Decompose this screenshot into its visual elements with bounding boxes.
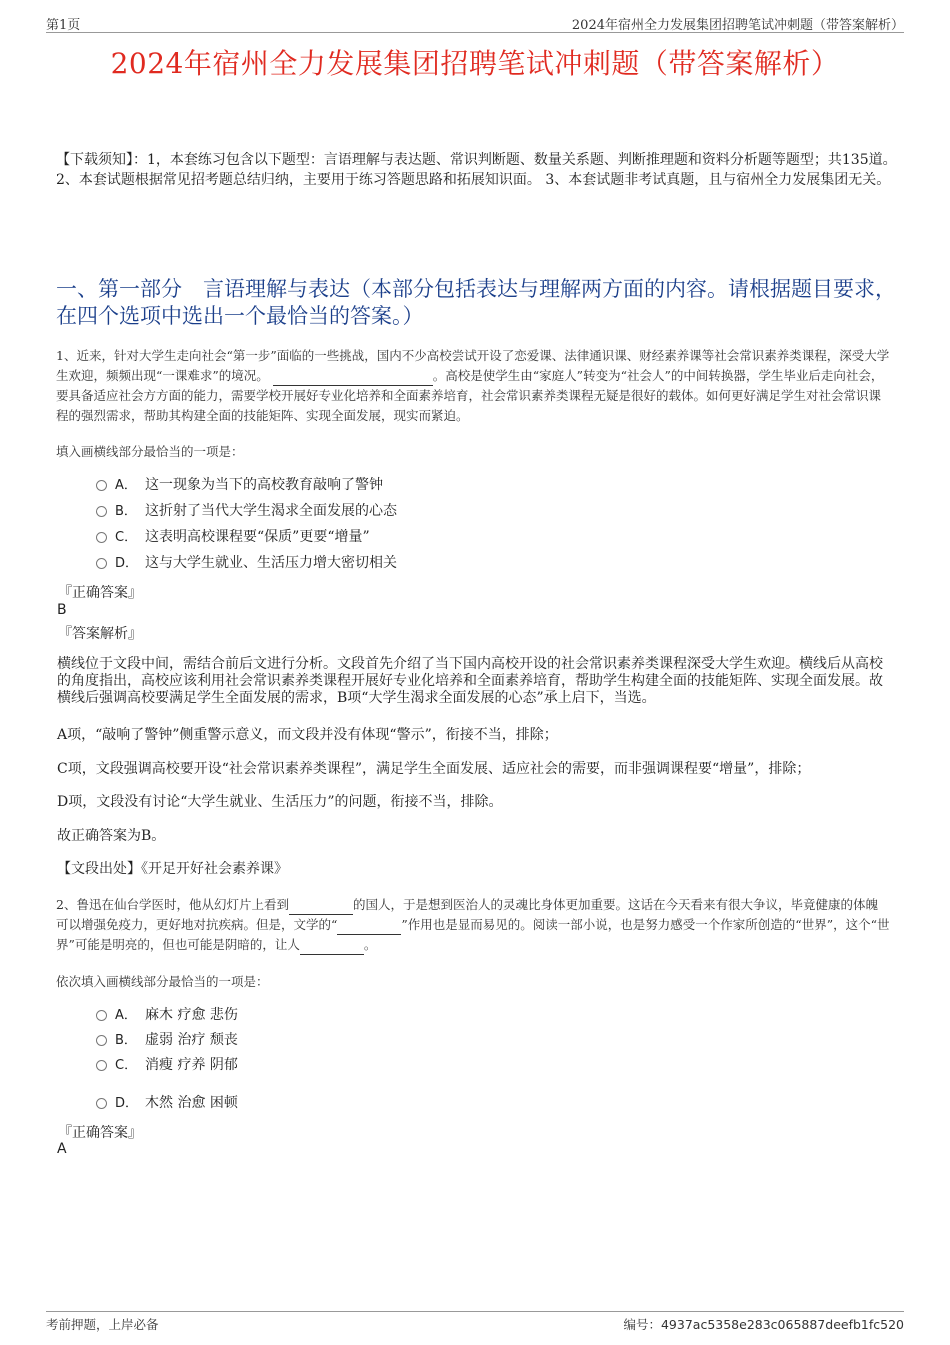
- radio-icon[interactable]: [96, 532, 107, 543]
- question-1-stem: [56, 346, 890, 426]
- question-1-stem-part-b: 。高校是使学生由“家庭人”转变为“社会人”的中间转换器，学生毕业后走向社会，要具备适应社会方方面的能力，需要学校开展好专业化培养和全面素养培育，社会常识素养类课程无疑是很好的载体。如何更好满足学生对社会常识课程的强烈需求，帮助其构建全面的技能矩阵、实现全面发展，现实而紧迫。: [56, 368, 884, 423]
- fill-blank: [289, 900, 353, 915]
- radio-icon[interactable]: [96, 1010, 107, 1021]
- question-2-answer-label: 『正确答案』: [58, 1125, 142, 1141]
- question-1-answer-label: 『正确答案』: [58, 585, 142, 601]
- question-1-analysis-d: D项，文段没有讨论“大学生就业、生活压力”的问题，衔接不当，排除。: [57, 794, 503, 810]
- question-2-option-d[interactable]: D． 木然 治愈 困顿: [96, 1092, 238, 1114]
- question-2-option-a[interactable]: A． 麻木 疗愈 悲伤: [96, 1004, 238, 1026]
- page-footer: [46, 1311, 904, 1332]
- question-1-analysis-main: 横线位于文段中间，需结合前后文进行分析。文段首先介绍了当下国内高校开设的社会常识素养类课程深受大学生欢迎。横线后从高校的角度指出，高校应该利用社会常识素养类课程开展好专业化培养和全面素养培育，帮助学生构建全面的技能矩阵、实现全面发展。故横线后强调高校要满足学生全面发展的需求，B项“大学生渴求全面发展的心态”承上启下，当选。: [57, 656, 883, 706]
- radio-icon[interactable]: [96, 1035, 107, 1046]
- question-1-option-a[interactable]: A． 这一现象为当下的高校教育敲响了警钟: [96, 474, 383, 496]
- question-1-analysis-label: 『答案解析』: [58, 626, 142, 642]
- question-1-analysis-a: A项，“敲响了警钟”侧重警示意义，而文段并没有体现“警示”，衔接不当，排除；: [57, 727, 558, 743]
- question-1-answer: B: [57, 602, 67, 618]
- question-1-source: 【文段出处】《开足开好社会素养课》: [57, 861, 288, 877]
- header-doc-title: 2024年宿州全力发展集团招聘笔试冲刺题（带答案解析）: [571, 18, 904, 33]
- radio-icon[interactable]: [96, 1060, 107, 1071]
- question-1-prompt: 填入画横线部分最恰当的一项是：: [56, 444, 244, 459]
- question-2-option-b[interactable]: B． 虚弱 治疗 颓丧: [96, 1029, 238, 1051]
- question-1-option-b[interactable]: B． 这折射了当代大学生渴求全面发展的心态: [96, 500, 397, 522]
- question-2-stem: 2、鲁迅在仙台学医时，他从幻灯片上看到 的国人，于是想到医治人的灵魂比身体更加重要。这话在今天看来有很大争议，毕竟健康的体魄可以增强免疫力，更好地对抗疾病。但是，文学的“ ”作用也是显而易见的。阅读一部小说，也是努力感受一个作家所创造的“世界”，这个“世界”可能是明亮的，但也可能是阴暗的，让人 。: [56, 895, 890, 955]
- page-number: 第1页: [46, 18, 81, 33]
- radio-icon[interactable]: [96, 1098, 107, 1109]
- download-notice: 【下载须知】：1，本套练习包含以下题型：言语理解与表达题、常识判断题、数量关系题、判断推理题和资料分析题等题型；共135道。 2、本套试题根据常见招考题总结归纳，主要用于练习答题思路和拓展知识面。 3、本套试题非考试真题，且与宿州全力发展集团无关。: [56, 152, 897, 188]
- question-1-option-d[interactable]: D． 这与大学生就业、生活压力增大密切相关: [96, 552, 397, 574]
- radio-icon[interactable]: [96, 558, 107, 569]
- page-header: [46, 14, 904, 33]
- document-title: 2024年宿州全力发展集团招聘笔试冲刺题（带答案解析）: [110, 47, 840, 80]
- question-1-conclusion: 故正确答案为B。: [57, 828, 166, 844]
- section-heading: 一、第一部分 言语理解与表达（本部分包括表达与理解两方面的内容。请根据题目要求，在四个选项中选出一个最恰当的答案。）: [56, 277, 896, 328]
- fill-blank: [300, 940, 364, 955]
- question-1-option-c[interactable]: C． 这表明高校课程要“保质”更要“增量”: [96, 526, 370, 548]
- fill-blank: [337, 920, 401, 935]
- question-1-analysis-c: C项，文段强调高校要开设“社会常识素养类课程”，满足学生全面发展、适应社会的需要，而非强调课程要“增量”，排除；: [57, 761, 811, 777]
- footer-slogan: 考前押题，上岸必备: [46, 1317, 159, 1332]
- question-1-stem-part-a: 1、近来，针对大学生走向社会“第一步”面临的一些挑战，国内不少高校尝试开设了恋爱课、法律通识课、财经素养课等社会常识素养类课程，深受大学生欢迎，频频出现“一课难求”的境况。: [56, 348, 890, 383]
- question-2-option-c[interactable]: C． 消瘦 疗养 阴郁: [96, 1054, 238, 1076]
- radio-icon[interactable]: [96, 480, 107, 491]
- question-2-answer: A: [57, 1141, 67, 1157]
- footer-doc-id: 编号：4937ac5358e283c065887deefb1fc520: [623, 1317, 904, 1332]
- question-2-prompt: 依次填入画横线部分最恰当的一项是：: [56, 974, 269, 989]
- fill-blank: [273, 371, 433, 386]
- radio-icon[interactable]: [96, 506, 107, 517]
